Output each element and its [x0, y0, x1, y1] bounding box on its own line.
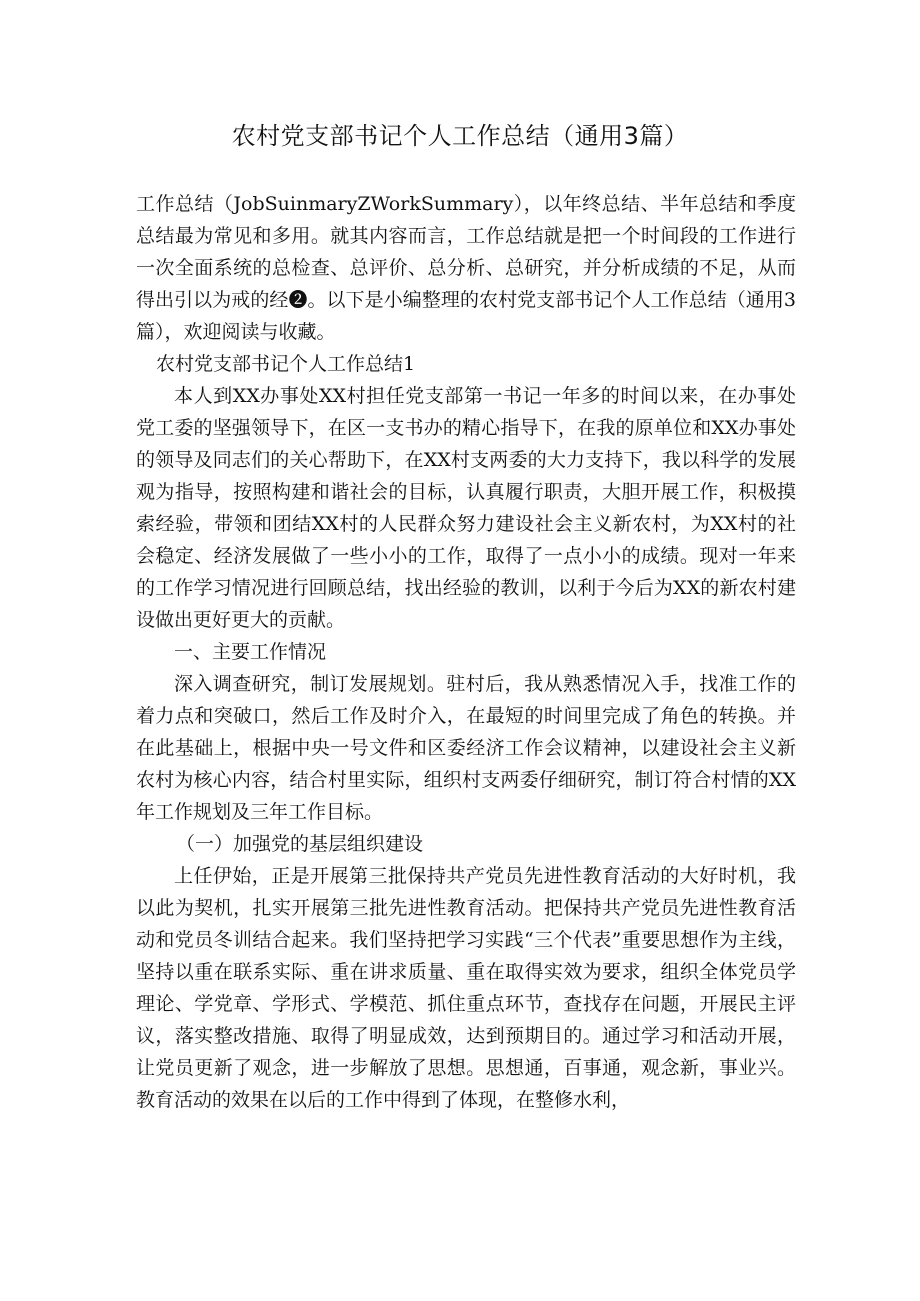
section-title: 农村党支部书记个人工作总结1 — [156, 353, 416, 375]
heading-party-organization: （一）加强党的基层组织建设 — [176, 833, 424, 855]
document-title: 农村党支部书记个人工作总结（通用3篇） — [231, 122, 689, 150]
body-paragraph-1: 本人到XX办事处XX村担任党支部第一书记一年多的时间以来，在办事处党工委的坚强领导下，在区一支书办的精心指导下，在我的原单位和XX办事处的领导及同志们的关心帮助下，在XX村支两委的大力支持下，我以科学的发展观为指导，按照构建和谐社会的目标，认真履行职责，大胆开展工作，积极摸索经验，带领和团结XX村的人民群众努力建设社会主义新农村，为XX村的社会稳定、经济发展做了一些小小的工作，取得了一点小小的成绩。现对一年来的工作学习情况进行回顾总结，找出经验的教训，以利于今后为XX的新农村建设做出更好更大的贡献。 — [136, 385, 796, 631]
body-paragraph-2: 深入调查研究，制订发展规划。驻村后，我从熟悉情况入手，找准工作的着力点和突破口，然后工作及时介入，在最短的时间里完成了角色的转换。并在此基础上，根据中央一号文件和区委经济工作会议精神，以建设社会主义新农村为核心内容，结合村里实际，组织村支两委仔细研究，制订符合村情的XX年工作规划及三年工作目标。 — [136, 673, 796, 823]
heading-main-work: 一、主要工作情况 — [174, 641, 327, 663]
body-paragraph-3: 上任伊始，正是开展第三批保持共产党员先进性教育活动的大好时机，我以此为契机，扎实开展第三批先进性教育活动。把保持共产党员先进性教育活动和党员冬训结合起来。我们坚持把学习实践“三个代表”重要思想作为主线，坚持以重在联系实际、重在讲求质量、重在取得实效为要求，组织全体党员学理论、学党章、学形式、学模范、抓住重点环节，查找存在问题，开展民主评议，落实整改措施、取得了明显成效，达到预期目的。通过学习和活动开展，让党员更新了观念，进一步解放了思想。思想通，百事通，观念新，事业兴。教育活动的效果在以后的工作中得到了体现，在整修水利， — [136, 865, 796, 1111]
document-body — [136, 188, 796, 1116]
intro-paragraph: 工作总结（JobSuinmaryZWorkSummary），以年终总结、半年总结和季度总结最为常见和多用。就其内容而言，工作总结就是把一个时间段的工作进行一次全面系统的总检查、总评价、总分析、总研究，并分析成绩的不足，从而得出引以为戒的经❷。以下是小编整理的农村党支部书记个人工作总结（通用3篇），欢迎阅读与收藏。 — [136, 193, 796, 343]
